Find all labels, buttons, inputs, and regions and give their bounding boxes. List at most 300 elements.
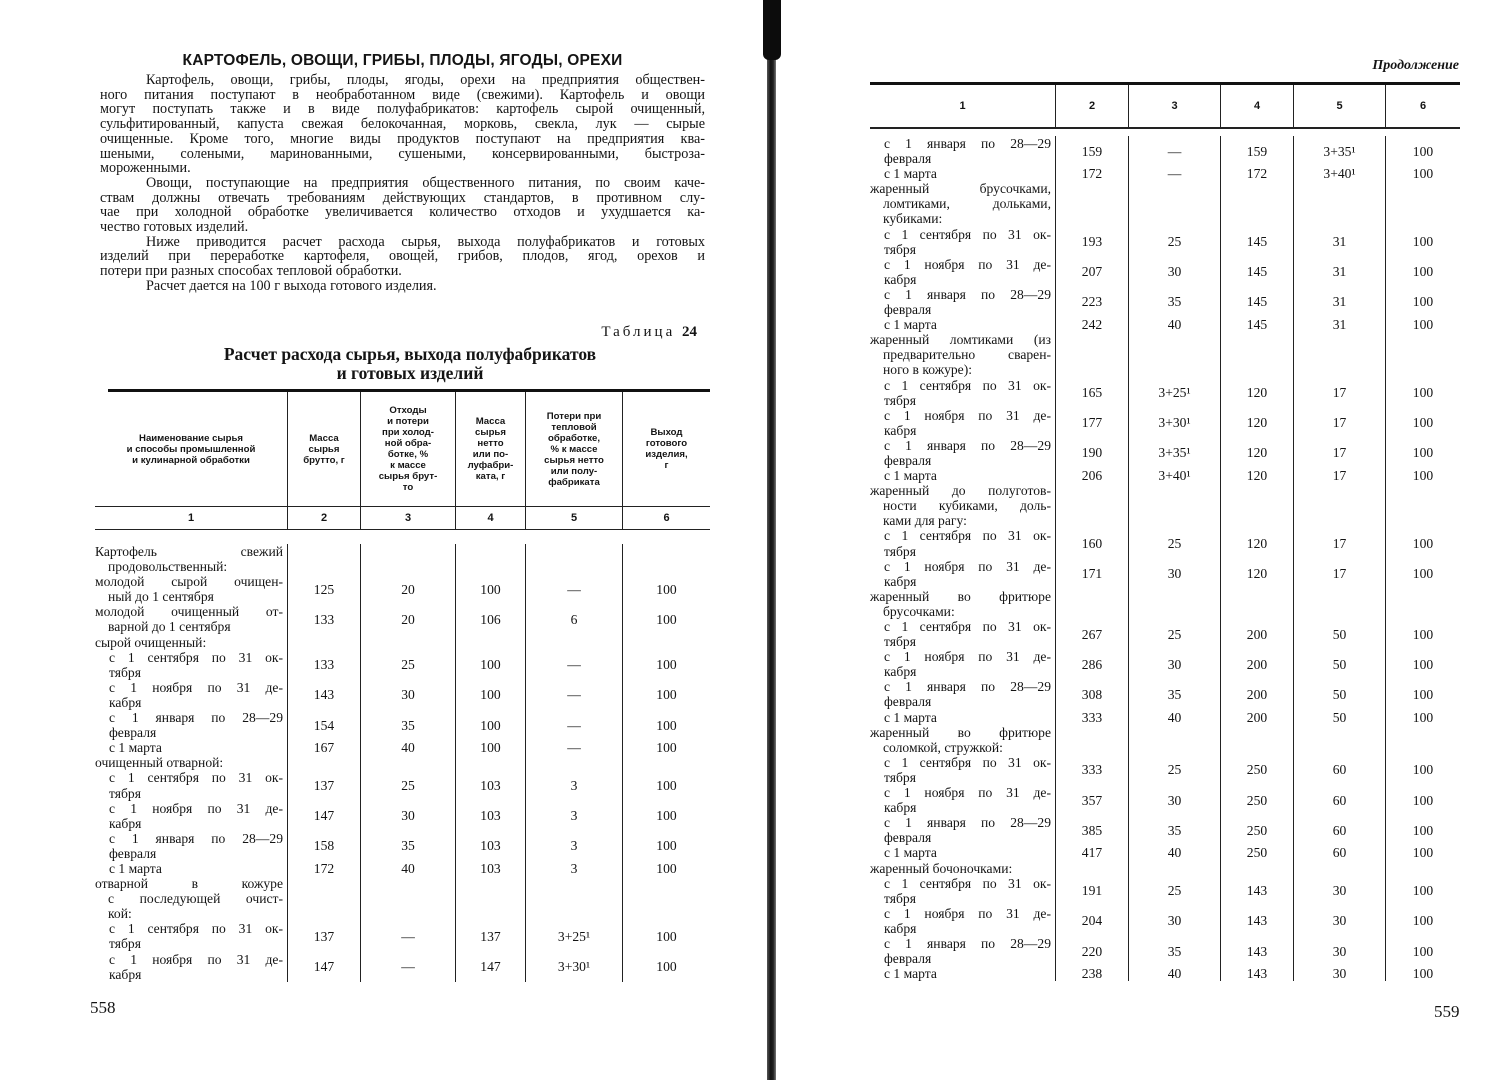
cell-col-3: 40 xyxy=(1128,966,1220,981)
cell-col-5: 60 xyxy=(1293,815,1385,845)
cell-col-3: 40 xyxy=(1128,710,1220,725)
cell-col-5: 17 xyxy=(1293,438,1385,468)
table-number xyxy=(601,324,697,341)
row-label xyxy=(95,831,287,861)
cell-col-5: — xyxy=(525,680,622,710)
cell-col-6 xyxy=(1385,181,1460,226)
cell-col-6: 100 xyxy=(622,770,710,800)
row-label xyxy=(95,680,287,710)
column-number: 1 xyxy=(959,100,966,112)
cell-col-2: 158 xyxy=(287,831,360,861)
cell-col-6: 100 xyxy=(1385,619,1460,649)
cell-col-2 xyxy=(1055,181,1128,226)
row-label xyxy=(870,906,1055,936)
row-label-line: с 1 сентября по 31 ок- xyxy=(884,226,1051,242)
cell-col-3: 25 xyxy=(360,770,455,800)
cell-col-2: 165 xyxy=(1055,378,1128,408)
row-label-line: соломкой, стружкой: xyxy=(883,739,1003,755)
cell-col-3: 3+35¹ xyxy=(1128,438,1220,468)
table-header xyxy=(95,392,710,506)
cell-col-2: 191 xyxy=(1055,876,1128,906)
row-label xyxy=(870,589,1055,619)
cell-col-2: 172 xyxy=(1055,166,1128,181)
cell-col-6 xyxy=(1385,861,1460,876)
cell-col-3: 40 xyxy=(360,861,455,876)
cell-col-4: 147 xyxy=(455,952,525,982)
cell-col-2: 190 xyxy=(1055,438,1128,468)
column-number: 2 xyxy=(1055,85,1128,127)
row-label-line: с последующей очист- xyxy=(108,891,283,907)
cell-col-4: 137 xyxy=(455,921,525,951)
cell-col-4 xyxy=(1220,861,1293,876)
row-label xyxy=(870,936,1055,966)
cell-col-2: 238 xyxy=(1055,966,1128,981)
cell-col-5 xyxy=(1293,332,1385,377)
cell-col-3: 30 xyxy=(1128,257,1220,287)
cell-col-4: 200 xyxy=(1220,679,1293,709)
cell-col-4: 120 xyxy=(1220,559,1293,589)
cell-col-3 xyxy=(360,755,455,770)
cell-col-3: 30 xyxy=(1128,649,1220,679)
row-label-line: тября xyxy=(884,890,916,906)
cell-col-4 xyxy=(1220,332,1293,377)
row-label-line: с 1 марта xyxy=(884,966,937,982)
row-label xyxy=(870,815,1055,845)
cell-col-2 xyxy=(287,635,360,650)
cell-col-6 xyxy=(1385,725,1460,755)
column-header: Отходы и потери при холод- ной обра- ботке, % к массе сырья брут- то xyxy=(360,392,455,506)
table-body xyxy=(95,530,710,982)
cell-col-5 xyxy=(1293,181,1385,226)
cell-col-5: — xyxy=(525,710,622,740)
row-label-line: кубиками: xyxy=(883,211,943,227)
cell-col-5: 3+25¹ xyxy=(525,921,622,951)
cell-col-6: 100 xyxy=(1385,936,1460,966)
row-label-line: кабря xyxy=(109,966,142,982)
row-label-line: кабря xyxy=(109,694,142,710)
cell-col-4: 106 xyxy=(455,604,525,634)
cell-col-5: 17 xyxy=(1293,559,1385,589)
row-label xyxy=(870,136,1055,166)
cell-col-4: 100 xyxy=(455,710,525,740)
cell-col-3: 30 xyxy=(1128,559,1220,589)
cell-col-3: 3+30¹ xyxy=(1128,408,1220,438)
paragraph-line: чество готовых изделий. xyxy=(100,219,249,236)
cell-col-6: 100 xyxy=(1385,785,1460,815)
cell-col-4: 120 xyxy=(1220,378,1293,408)
cell-col-6 xyxy=(622,755,710,770)
cell-col-3 xyxy=(1128,861,1220,876)
cell-col-4: 143 xyxy=(1220,936,1293,966)
cell-col-4 xyxy=(455,544,525,574)
column-number: 4 xyxy=(1220,85,1293,127)
cell-col-6: 100 xyxy=(1385,966,1460,981)
cell-col-6: 100 xyxy=(1385,528,1460,558)
row-label-line: тября xyxy=(109,936,141,952)
cell-col-4: 172 xyxy=(1220,166,1293,181)
row-label-line: тября xyxy=(884,241,916,257)
cell-col-6: 100 xyxy=(1385,876,1460,906)
cell-col-6 xyxy=(622,635,710,650)
paragraph xyxy=(100,279,705,294)
row-label xyxy=(870,679,1055,709)
row-label xyxy=(95,574,287,604)
cell-col-4: 145 xyxy=(1220,257,1293,287)
cell-col-6 xyxy=(1385,332,1460,377)
cell-col-4: 100 xyxy=(455,740,525,755)
cell-col-5: 31 xyxy=(1293,227,1385,257)
row-label xyxy=(870,483,1055,528)
cell-col-4: 250 xyxy=(1220,845,1293,860)
cell-col-3: 30 xyxy=(360,801,455,831)
row-label-line: февраля xyxy=(884,302,932,318)
cell-col-3 xyxy=(1128,181,1220,226)
row-label xyxy=(870,725,1055,755)
row-label-line: с 1 марта xyxy=(884,166,937,182)
cell-col-2: 333 xyxy=(1055,710,1128,725)
paragraph xyxy=(100,176,705,235)
cell-col-4 xyxy=(1220,483,1293,528)
cell-col-6: 100 xyxy=(1385,257,1460,287)
row-label-line: кой: xyxy=(108,906,132,922)
paragraph xyxy=(100,235,705,279)
cell-col-2: 286 xyxy=(1055,649,1128,679)
cell-col-4: 145 xyxy=(1220,317,1293,332)
row-label-line: ный до 1 сентября xyxy=(108,589,214,605)
row-label-line: отварной в кожуре xyxy=(95,876,283,892)
cell-col-6: 100 xyxy=(622,680,710,710)
row-label xyxy=(95,650,287,680)
cell-col-3: 35 xyxy=(360,710,455,740)
intro-text xyxy=(100,73,705,294)
cell-col-3: 25 xyxy=(1128,528,1220,558)
cell-col-5 xyxy=(1293,589,1385,619)
table-label: Таблица xyxy=(601,324,676,340)
cell-col-4: 159 xyxy=(1220,136,1293,166)
cell-col-6 xyxy=(1385,589,1460,619)
row-label-line: с 1 января по 28—29 xyxy=(884,437,1051,453)
row-label-line: ками для рагу: xyxy=(883,513,967,529)
paragraph-line: изделий при переработке картофеля, овощей, грибов, плодов, ягод, орехов и xyxy=(100,248,705,265)
row-label xyxy=(870,559,1055,589)
row-label-line: с 1 ноября по 31 де- xyxy=(884,785,1051,801)
cell-col-6: 100 xyxy=(1385,649,1460,679)
cell-col-5 xyxy=(1293,861,1385,876)
column-number: 6 xyxy=(622,507,710,529)
row-label-line: ности кубиками, доль- xyxy=(883,498,1051,514)
cell-col-6: 100 xyxy=(1385,136,1460,166)
cell-col-2: 160 xyxy=(1055,528,1128,558)
cell-col-3: 3+25¹ xyxy=(1128,378,1220,408)
cell-col-5: 17 xyxy=(1293,528,1385,558)
cell-col-2: 242 xyxy=(1055,317,1128,332)
row-label-line: с 1 января по 28—29 xyxy=(884,679,1051,695)
cell-col-3: 35 xyxy=(1128,287,1220,317)
row-label-line: кабря xyxy=(109,815,142,831)
cell-col-5: 6 xyxy=(525,604,622,634)
cell-col-4: 120 xyxy=(1220,438,1293,468)
cell-col-5: 3+30¹ xyxy=(525,952,622,982)
row-label xyxy=(870,649,1055,679)
row-label-line: с 1 марта xyxy=(884,709,937,725)
row-label-line: тября xyxy=(884,392,916,408)
cell-col-5: — xyxy=(525,740,622,755)
row-label-line: с 1 ноября по 31 де- xyxy=(884,649,1051,665)
row-label-line: жаренный до полуготов- xyxy=(870,483,1051,499)
cell-col-4: 120 xyxy=(1220,408,1293,438)
cell-col-2: 147 xyxy=(287,952,360,982)
row-label xyxy=(870,317,1055,332)
left-table xyxy=(95,389,710,982)
row-label-line: кабря xyxy=(884,800,917,816)
cell-col-6 xyxy=(1385,483,1460,528)
cell-col-4: 100 xyxy=(455,680,525,710)
row-label xyxy=(870,181,1055,226)
row-label-line: с 1 сентября по 31 ок- xyxy=(884,619,1051,634)
column-number-row xyxy=(870,85,1460,129)
row-label-line: с 1 сентября по 31 ок- xyxy=(884,754,1051,770)
cell-col-2 xyxy=(1055,332,1128,377)
row-label-line: с 1 сентября по 31 ок- xyxy=(884,377,1051,393)
paragraph-line: потери при разных способах тепловой обработки. xyxy=(100,263,402,280)
cell-col-3: 35 xyxy=(1128,815,1220,845)
page-number-left: 558 xyxy=(90,998,116,1017)
cell-col-5: 60 xyxy=(1293,845,1385,860)
section-heading: КАРТОФЕЛЬ, ОВОЩИ, ГРИБЫ, ПЛОДЫ, ЯГОДЫ, ОРЕХИ xyxy=(182,52,623,69)
cell-col-2: 137 xyxy=(287,770,360,800)
page-number-right: 559 xyxy=(1434,1002,1460,1021)
cell-col-2 xyxy=(1055,589,1128,619)
row-label-line: с 1 ноября по 31 де- xyxy=(884,407,1051,423)
cell-col-3 xyxy=(1128,483,1220,528)
row-label xyxy=(870,257,1055,287)
row-label xyxy=(870,876,1055,906)
cell-col-6: 100 xyxy=(622,604,710,634)
cell-col-6: 100 xyxy=(1385,317,1460,332)
row-label xyxy=(870,710,1055,725)
table-top-rule xyxy=(108,389,710,392)
paragraph xyxy=(100,73,705,176)
cell-col-5 xyxy=(1293,483,1385,528)
cell-col-2 xyxy=(1055,483,1128,528)
paragraph-line: Расчет дается на 100 г выхода готового изделия. xyxy=(146,277,437,294)
row-label-line: жаренный ломтиками (из xyxy=(870,332,1051,348)
row-label-line: с 1 января по 28—29 xyxy=(884,935,1051,951)
cell-col-5: 17 xyxy=(1293,378,1385,408)
row-label xyxy=(870,287,1055,317)
cell-col-6: 100 xyxy=(1385,227,1460,257)
cell-col-3: 40 xyxy=(1128,845,1220,860)
cell-col-3: 25 xyxy=(1128,755,1220,785)
cell-col-4: 103 xyxy=(455,831,525,861)
row-label-line: жаренный во фритюре xyxy=(870,724,1051,740)
row-label-line: с 1 ноября по 31 де- xyxy=(109,800,283,816)
cell-col-6 xyxy=(622,544,710,574)
table-title-line: и готовых изделий xyxy=(336,363,484,383)
cell-col-4: 103 xyxy=(455,801,525,831)
cell-col-2: 417 xyxy=(1055,845,1128,860)
cell-col-5: 60 xyxy=(1293,755,1385,785)
row-label xyxy=(95,770,287,800)
cell-col-3: 25 xyxy=(1128,227,1220,257)
cell-col-6: 100 xyxy=(622,952,710,982)
column-number: 3 xyxy=(360,507,455,529)
row-label-line: с 1 января по 28—29 xyxy=(884,286,1051,302)
cell-col-6: 100 xyxy=(622,861,710,876)
cell-col-2: 193 xyxy=(1055,227,1128,257)
paragraph-line: очищенные. Кроме того, многие виды продуктов поступают на предприятия ква- xyxy=(100,130,705,147)
column-number: 5 xyxy=(525,507,622,529)
row-label-line: с 1 января по 28—29 xyxy=(109,710,283,726)
paragraph-line: ного питания поступают в необработанном виде (свежими). Картофель и овощи xyxy=(100,86,705,103)
row-label-line: предварительно сварен- xyxy=(883,347,1051,363)
table-title xyxy=(110,345,710,383)
cell-col-3: 30 xyxy=(360,680,455,710)
cell-col-6: 100 xyxy=(622,574,710,604)
cell-col-4: 145 xyxy=(1220,287,1293,317)
cell-col-4: 143 xyxy=(1220,966,1293,981)
cell-col-5 xyxy=(1293,725,1385,755)
cell-col-2: 167 xyxy=(287,740,360,755)
row-label xyxy=(870,408,1055,438)
paragraph-line: сульфитированный, капуста свежая белокочанная, морковь, свекла, лук — сырые xyxy=(100,116,705,133)
cell-col-4: 250 xyxy=(1220,815,1293,845)
row-label-line: кабря xyxy=(884,573,917,589)
column-header: Потери при тепловой обработке, % к массе сырья нетто или полу- фабриката xyxy=(525,392,622,506)
cell-col-5: 17 xyxy=(1293,408,1385,438)
cell-col-2 xyxy=(287,755,360,770)
cell-col-3: 25 xyxy=(360,650,455,680)
row-label xyxy=(870,438,1055,468)
cell-col-4 xyxy=(455,755,525,770)
cell-col-4: 143 xyxy=(1220,876,1293,906)
row-label-line: с 1 ноября по 31 де- xyxy=(884,905,1051,921)
column-header: Масса сырья брутто, г xyxy=(287,392,360,506)
column-header: Выход готового изделия, г xyxy=(622,392,710,506)
cell-col-6: 100 xyxy=(1385,468,1460,483)
column-number-row xyxy=(95,506,710,530)
cell-col-6: 100 xyxy=(1385,166,1460,181)
cell-col-2: 207 xyxy=(1055,257,1128,287)
cell-col-5: 30 xyxy=(1293,876,1385,906)
cell-col-2: 125 xyxy=(287,574,360,604)
row-label-line: февраля xyxy=(884,452,932,468)
cell-col-2: 133 xyxy=(287,604,360,634)
cell-col-5 xyxy=(525,876,622,921)
row-label xyxy=(870,785,1055,815)
row-label-line: тября xyxy=(884,634,916,650)
column-header: Масса сырья нетто или по- луфабри- ката, г xyxy=(455,392,525,506)
cell-col-2: 159 xyxy=(1055,136,1128,166)
row-label-line: тября xyxy=(884,543,916,559)
row-label-line: варной до 1 сентября xyxy=(108,619,231,635)
cell-col-3 xyxy=(360,635,455,650)
row-label-line: ломтиками, дольками, xyxy=(883,196,1051,212)
book-gutter-shadow xyxy=(763,0,781,60)
cell-col-2: 220 xyxy=(1055,936,1128,966)
cell-col-3 xyxy=(1128,589,1220,619)
row-label-line: с 1 марта xyxy=(884,317,937,333)
cell-col-3: 25 xyxy=(1128,876,1220,906)
cell-col-4: 100 xyxy=(455,574,525,604)
row-label-line: с 1 сентября по 31 ок- xyxy=(884,528,1051,544)
column-number: 4 xyxy=(455,507,525,529)
cell-col-5: — xyxy=(525,574,622,604)
cell-col-5: 31 xyxy=(1293,257,1385,287)
row-label-line: с 1 ноября по 31 де- xyxy=(884,256,1051,272)
row-label xyxy=(870,755,1055,785)
row-label-line: с 1 января по 28—29 xyxy=(884,136,1051,151)
row-label-line: тября xyxy=(109,785,141,801)
row-label-line: брусочками: xyxy=(883,603,955,619)
row-label-line: с 1 марта xyxy=(884,845,937,861)
row-label xyxy=(870,966,1055,981)
cell-col-3: 35 xyxy=(1128,936,1220,966)
cell-col-6: 100 xyxy=(1385,845,1460,860)
row-label-line: очищенный отварной: xyxy=(95,755,224,771)
cell-col-6: 100 xyxy=(1385,710,1460,725)
row-label xyxy=(95,544,287,574)
row-label-line: с 1 сентября по 31 ок- xyxy=(109,770,283,786)
cell-col-4 xyxy=(455,876,525,921)
cell-col-4 xyxy=(1220,725,1293,755)
cell-col-5: 3+35¹ xyxy=(1293,136,1385,166)
paragraph-line: ствам должны отвечать требованиям действующих стандартов, в противном слу- xyxy=(100,189,705,206)
cell-col-2: 137 xyxy=(287,921,360,951)
cell-col-4: 100 xyxy=(455,650,525,680)
column-number: 2 xyxy=(287,507,360,529)
row-label-line: февраля xyxy=(884,151,932,167)
cell-col-4: 200 xyxy=(1220,649,1293,679)
column-number: 5 xyxy=(1293,85,1385,127)
row-label-line: кабря xyxy=(884,271,917,287)
row-label xyxy=(870,528,1055,558)
cell-col-3: 35 xyxy=(360,831,455,861)
row-label xyxy=(95,876,287,921)
row-label-line: кабря xyxy=(884,664,917,680)
cell-col-6: 100 xyxy=(622,650,710,680)
cell-col-6: 100 xyxy=(1385,408,1460,438)
row-label xyxy=(95,635,287,650)
cell-col-4 xyxy=(1220,589,1293,619)
row-label-line: жаренный во фритюре xyxy=(870,588,1051,604)
row-label-line: с 1 ноября по 31 де- xyxy=(109,679,283,695)
cell-col-3: 30 xyxy=(1128,785,1220,815)
cell-col-2: 333 xyxy=(1055,755,1128,785)
row-label-line: с 1 сентября по 31 ок- xyxy=(109,649,283,665)
cell-col-3: 35 xyxy=(1128,679,1220,709)
column-number: 3 xyxy=(1128,85,1220,127)
cell-col-5: 3 xyxy=(525,770,622,800)
paragraph-line: Картофель, овощи, грибы, плоды, ягоды, орехи на предприятия обществен- xyxy=(146,72,705,88)
cell-col-2: 177 xyxy=(1055,408,1128,438)
cell-col-2: 171 xyxy=(1055,559,1128,589)
cell-col-2: 308 xyxy=(1055,679,1128,709)
paragraph-line: Ниже приводится расчет расхода сырья, выхода полуфабрикатов и готовых xyxy=(146,233,705,250)
cell-col-2: 385 xyxy=(1055,815,1128,845)
paragraph-line: могут поступать также и в виде полуфабрикатов: картофель сырой очищенный, xyxy=(100,101,705,118)
cell-col-3: 20 xyxy=(360,604,455,634)
cell-col-5: 50 xyxy=(1293,649,1385,679)
row-label-line: молодой сырой очищен- xyxy=(95,574,283,590)
row-label-line: февраля xyxy=(884,694,932,710)
cell-col-3: 25 xyxy=(1128,619,1220,649)
row-label-line: февраля xyxy=(109,845,157,861)
row-label-line: Картофель свежий xyxy=(95,544,283,559)
cell-col-3 xyxy=(1128,332,1220,377)
cell-col-3: 30 xyxy=(1128,906,1220,936)
cell-col-2 xyxy=(287,876,360,921)
